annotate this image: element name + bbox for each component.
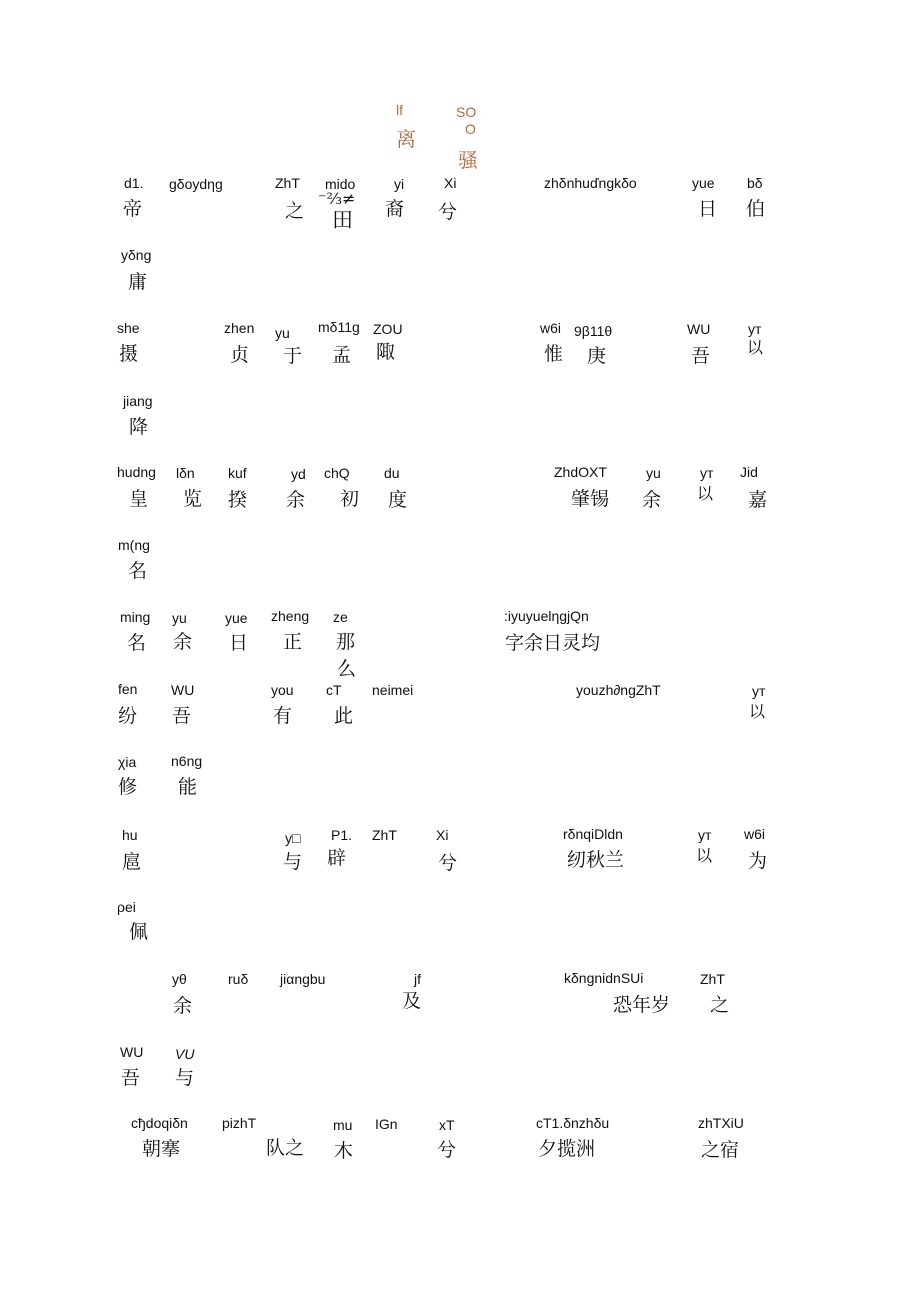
hanzi: 余: [173, 631, 193, 653]
pinyin: w6i: [744, 826, 766, 842]
pinyin: ze: [333, 609, 348, 625]
pinyin: yu: [646, 465, 661, 481]
hanzi: 惟: [544, 343, 564, 365]
pinyin: ρei: [117, 899, 136, 915]
pinyin: Xi: [436, 827, 449, 843]
hanzi: 吾: [121, 1067, 141, 1089]
hanzi: 以: [749, 702, 766, 721]
hanzi: 度: [388, 489, 408, 511]
hanzi: 吾: [691, 345, 711, 367]
hanzi: 庚: [587, 345, 607, 367]
hanzi: 纫秋兰: [567, 849, 625, 871]
pinyin: yт: [752, 683, 766, 699]
hanzi: 兮: [438, 201, 458, 223]
pinyin: kuf: [228, 465, 247, 481]
pinyin: jf: [414, 971, 421, 987]
hanzi: 辟: [327, 847, 347, 869]
pinyin: yd: [291, 466, 306, 482]
hanzi: 与: [283, 851, 303, 873]
pinyin: yu: [275, 325, 290, 341]
hanzi: 贞: [230, 344, 250, 366]
hanzi: 以: [696, 846, 713, 865]
hanzi: 之: [285, 200, 305, 222]
pinyin: P1.: [331, 827, 353, 843]
pinyin: jiαngbu: [280, 971, 326, 987]
pinyin: neimei: [372, 682, 414, 698]
pinyin: ZhT: [275, 175, 300, 191]
hanzi: 么: [337, 658, 357, 680]
pinyin: zheng: [271, 608, 310, 624]
pinyin: xT: [439, 1117, 455, 1133]
hanzi: 那: [336, 631, 356, 653]
hanzi: 木: [334, 1140, 354, 1162]
pinyin: WU: [687, 321, 711, 337]
hanzi: 佩: [129, 921, 149, 943]
hanzi: 揆: [228, 489, 248, 511]
title-char: 骚: [458, 148, 478, 172]
title-char: 离: [396, 127, 416, 151]
pinyin: yue: [225, 610, 248, 626]
hanzi: 名: [127, 632, 147, 654]
pinyin: zhen: [224, 320, 255, 336]
hanzi: 余: [642, 489, 662, 511]
pinyin: kδngnidnSUi: [564, 970, 644, 986]
pinyin: WU: [171, 682, 195, 698]
pinyin: zhδnhuďngkδo: [544, 175, 637, 191]
pinyin: du: [384, 465, 400, 481]
pinyin: gδoydηg: [169, 176, 223, 192]
hanzi: 与: [175, 1067, 195, 1089]
hanzi: 朝搴: [142, 1138, 181, 1160]
hanzi: 伯: [746, 198, 766, 220]
pinyin: you: [271, 682, 294, 698]
title-pinyin: O: [465, 121, 476, 137]
pinyin: cT: [326, 682, 342, 698]
hanzi: 余: [286, 489, 306, 511]
hanzi: 队之: [266, 1137, 305, 1159]
pinyin: chQ: [324, 465, 350, 481]
pinyin: mδ11g: [318, 319, 360, 335]
pinyin: n6ng: [171, 753, 203, 769]
hanzi: 肇锡: [571, 488, 610, 510]
pinyin: ZhT: [372, 827, 397, 843]
hanzi: 孟: [332, 344, 352, 366]
hanzi: 字余日灵均: [505, 632, 601, 654]
pinyin: ruδ: [228, 971, 249, 987]
pinyin: yu: [172, 610, 187, 626]
pinyin: d1.: [124, 175, 144, 191]
pinyin: Xi: [444, 175, 457, 191]
pinyin: :iyuyuelηgjQn: [504, 608, 589, 624]
hanzi: 田: [332, 208, 353, 232]
pinyin: lδn: [176, 465, 195, 481]
hanzi: 名: [128, 560, 148, 582]
pinyin: y□: [285, 830, 301, 846]
pinyin: hudng: [117, 464, 156, 480]
hanzi: 为: [748, 850, 768, 872]
pinyin: yт: [698, 827, 712, 843]
hanzi: 摄: [119, 343, 139, 365]
hanzi: 以: [697, 484, 714, 503]
pinyin: she: [117, 320, 140, 336]
pinyin: youzh∂ngZhT: [576, 682, 661, 698]
hanzi: 恐年岁: [613, 994, 671, 1016]
hanzi: 初: [340, 488, 360, 510]
hanzi: 庸: [128, 271, 148, 293]
pinyin: ZhT: [700, 971, 725, 987]
title-pinyin: SO: [456, 104, 477, 120]
pinyin: ming: [120, 609, 151, 625]
hanzi: 修: [118, 776, 138, 798]
pinyin: yδng: [121, 247, 152, 263]
hanzi: 以: [747, 338, 764, 357]
pinyin: WU: [120, 1044, 144, 1060]
pinyin: yi: [394, 176, 405, 192]
hanzi: 日: [229, 632, 249, 654]
hanzi: 皇: [129, 488, 149, 510]
pinyin: jiang: [123, 393, 153, 409]
pinyin: mido: [325, 176, 356, 192]
hanzi: 日: [698, 198, 718, 220]
hanzi: 扈: [122, 851, 142, 873]
hanzi: 余: [173, 995, 193, 1017]
hanzi: 陬: [376, 341, 396, 363]
hanzi: 夕揽洲: [538, 1138, 596, 1160]
hanzi: 之宿: [701, 1139, 740, 1161]
pinyin: yue: [692, 175, 715, 191]
hanzi: 兮: [437, 1139, 457, 1161]
pinyin: VU: [175, 1046, 195, 1062]
pinyin: cђdoqiδn: [131, 1115, 188, 1131]
title-pinyin: lf: [396, 102, 403, 118]
hanzi: 嘉: [748, 489, 768, 511]
pinyin: zhTXiU: [698, 1115, 744, 1131]
hanzi: 帝: [123, 198, 143, 220]
pinyin: mu: [333, 1117, 353, 1133]
pinyin: Jid: [740, 464, 758, 480]
pinyin: yт: [748, 321, 762, 337]
pinyin: w6i: [540, 320, 562, 336]
pinyin: ZhdOXT: [554, 464, 607, 480]
pinyin: rδnqiDldn: [563, 826, 623, 842]
hanzi: 纷: [118, 705, 138, 727]
pinyin: pizhT: [222, 1115, 257, 1131]
hanzi: 能: [178, 776, 198, 798]
hanzi: 及: [402, 990, 422, 1012]
hanzi: 有: [273, 705, 293, 727]
hanzi: 裔: [385, 198, 405, 220]
pinyin: yт: [700, 465, 714, 481]
pinyin: yθ: [172, 971, 187, 987]
pinyin: m(ng: [118, 537, 150, 553]
hanzi: 降: [129, 416, 149, 438]
pinyin: hu: [122, 827, 138, 843]
hanzi: 览: [183, 488, 203, 510]
hanzi: 之: [710, 994, 730, 1016]
pinyin: cT1.δnzhδu: [536, 1115, 610, 1131]
pinyin: IGn: [375, 1116, 398, 1132]
pinyin: 9β11θ: [574, 323, 613, 339]
hanzi: 正: [283, 631, 303, 653]
pinyin: χia: [118, 754, 137, 770]
hanzi: 吾: [172, 705, 192, 727]
hanzi: ⁻⅔≠: [318, 189, 356, 208]
pinyin: bδ: [747, 175, 763, 191]
hanzi: 此: [334, 705, 354, 727]
hanzi: 兮: [438, 852, 458, 874]
pinyin: ZOU: [373, 321, 403, 337]
hanzi: 于: [283, 345, 303, 367]
pinyin: fen: [118, 681, 138, 697]
